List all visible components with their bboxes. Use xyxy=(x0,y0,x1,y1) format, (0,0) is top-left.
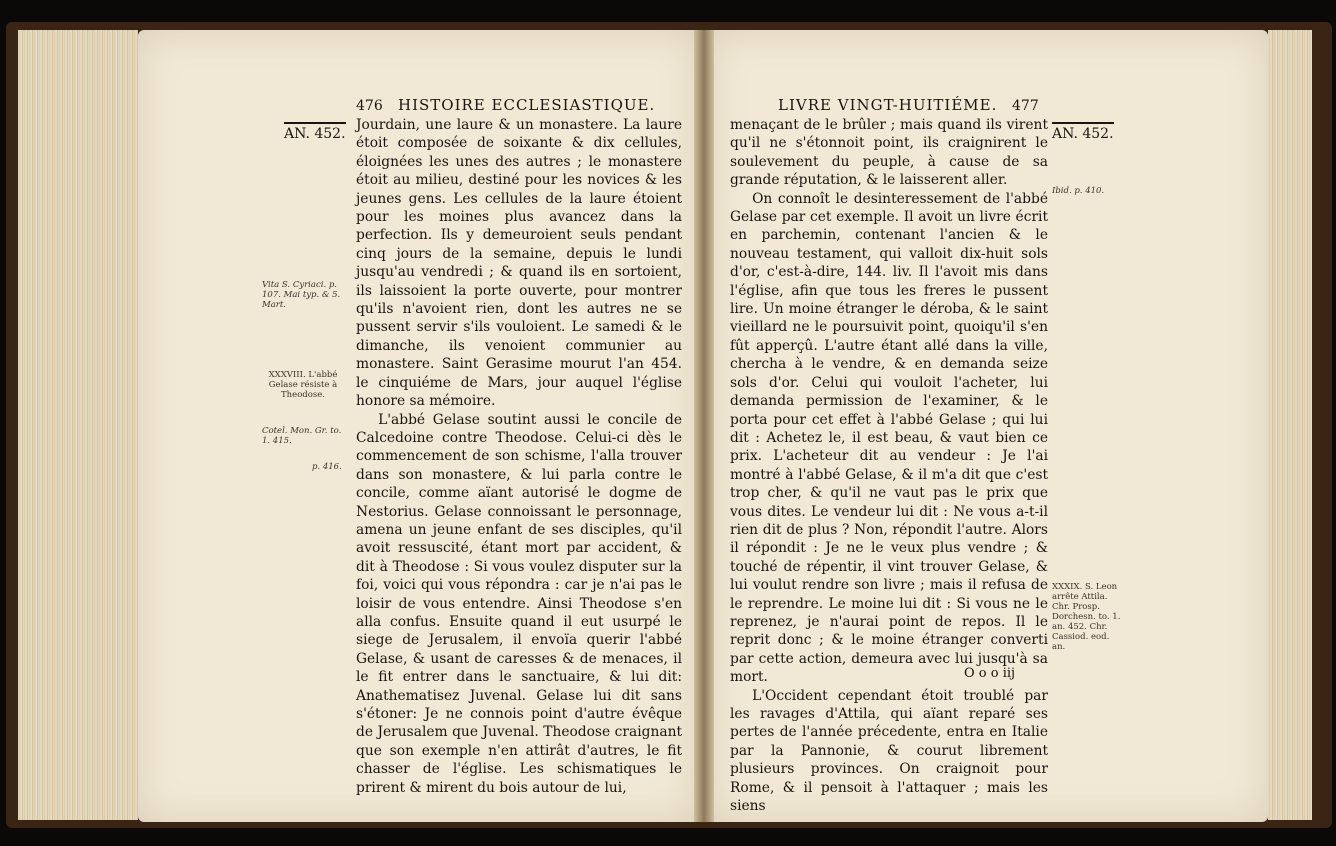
right-side-note-2: XXXIX. S. Leon arrête Attila. Chr. Prosp. Dorchesn. to. 1. an. 452. Chr. Cassiod. eod. an. xyxy=(1052,582,1121,652)
left-side-note-3: Cotel. Mon. Gr. to. 1. 415. xyxy=(262,426,342,446)
left-page-edges xyxy=(18,30,138,820)
right-paragraph-3: L'Occident cependant étoit troublé par les ravages d'Attila, qui aïant reparé ses pertes de l'année précedente, entra en Italie par la Pannonie, & courut librement plusieurs provinces. On craignoit pour Rome, & il pensoit à l'attaquer ; mais les siens xyxy=(730,687,1048,815)
left-page-number: 476 xyxy=(356,98,383,114)
right-year-label: AN. 452. xyxy=(1052,122,1114,142)
left-running-head: HISTOIRE ECCLESIASTIQUE. xyxy=(398,96,656,114)
left-year-label: AN. 452. xyxy=(284,122,346,142)
right-paragraph-2: On connoît le desinteressement de l'abbé Gelase par cet exemple. Il avoit un livre écrit en parchemin, contenant l'ancien & le nouveau testament, qui valloit dix-huit sols d'or, c'est-à-dire, 144. liv. Il l'avoit mis dans l'église, afin que tous les freres le pussent lire. Un moine étranger le déroba, & le saint vieillard ne le poursuivit point, quoiqu'il s'en fût apperçû. L'autre étant allé dans la ville, chercha à le vendre, & en demanda seize sols d'or. Celui qui vouloit l'acheter, lui demanda permission de l'examiner, & le porta pour cet effet à l'abbé Gelase ; qui lui dit : Achetez le, il est beau, & vaut bien ce prix. L'acheteur dit au vendeur : Je l'ai montré à l'abbé Gelase, & il m'a dit que c'est trop cher, & qu'il ne vaut pas le prix que vous dites. Le vendeur lui dit : Ne vous a-t-il rien dit de plus ? Non, répondit l'autre. Alors il répondit : Je ne le veux plus vendre ; & touché de répentir, il vint trouver Gelase, & lui voulut rendre son livre ; mais il refusa de le reprendre. Le moine lui dit : Si vous ne le reprenez, je n'aurai point de repos. Il le reprit donc ; & le moine étranger converti par cette action, demeura avec lui jusqu'à sa mort. xyxy=(730,190,1048,686)
left-paragraph-2: L'abbé Gelase soutint aussi le concile de Calcedoine contre Theodose. Celui-ci dès le commencement de son schisme, l'alla trouver dans son monastere, & lui parla contre le concile, comme aïant autorisé le dogme de Nestorius. Gelase connoissant le personnage, amena un jeune enfant de ses disciples, qu'il avoit ressuscité, étant mort par accident, & dit à Theodose : Si vous voulez disputer sur la foi, voici qui vous répondra : car je n'ai pas le loisir de vous entendre. Ainsi Theodose s'en alla confus. Ensuite quand il eut usurpé le siege de Jerusalem, il envoïa querir l'abbé Gelase, & usant de caresses & de menaces, il le fit entrer dans le sanctuaire, & lui dit: Anathematisez Juvenal. Gelase lui dit sans s'étoner: Je ne connois point d'autre évêque de Jerusalem que Juvenal. Theodose craignant que son exemple n'en attirât d'autres, le fit chasser de l'église. Les schismatiques le prirent & mirent du bois autour de lui, xyxy=(356,411,682,796)
left-text-column xyxy=(356,116,682,797)
right-page-number: 477 xyxy=(1012,98,1039,114)
left-paragraph-1: Jourdain, une laure & un monastere. La laure étoit composée de soixante & dix cellules, éloignées les unes des autres ; le monastere étoit au milieu, destiné pour les novices & les jeunes gens. Les cellules de la laure étoient pour les moines plus avancez dans la perfection. Ils y demeuroient seuls pendant cinq jours de la semaine, depuis le lundi jusqu'au vendredi ; & quand ils en sortoient, ils laissoient la porte ouverte, pour montrer qu'ils n'avoient rien, dont les autres ne se pussent servir s'ils vouloient. Le samedi & le dimanche, ils venoient communier au monastere. Saint Gerasime mourut l'an 454. le cinquiéme de Mars, jour auquel l'église honore sa mémoire. xyxy=(356,117,682,410)
right-side-note-1: Ibid. p. 410. xyxy=(1052,186,1105,196)
right-paragraph-1: menaçant de le brûler ; mais quand ils virent qu'il ne s'étonnoit point, ils craignirent le soulevement du peuple, à cause de sa grande réputation, & le laisserent aller. xyxy=(730,117,1048,189)
right-running-head: LIVRE VINGT-HUITIÉME. xyxy=(778,96,998,114)
left-side-note-1: Vita S. Cyriaci. p. 107. Mai typ. & 5. Mart. xyxy=(262,280,341,310)
signature-mark: O o o iij xyxy=(964,666,1016,681)
left-side-note-2: XXXVIII. L'abbé Gelase résiste à Theodose. xyxy=(268,370,338,400)
book-gutter xyxy=(694,30,714,822)
right-text-column xyxy=(730,116,1048,815)
left-side-note-4: p. 416. xyxy=(312,462,342,472)
right-page-edges xyxy=(1268,30,1312,820)
